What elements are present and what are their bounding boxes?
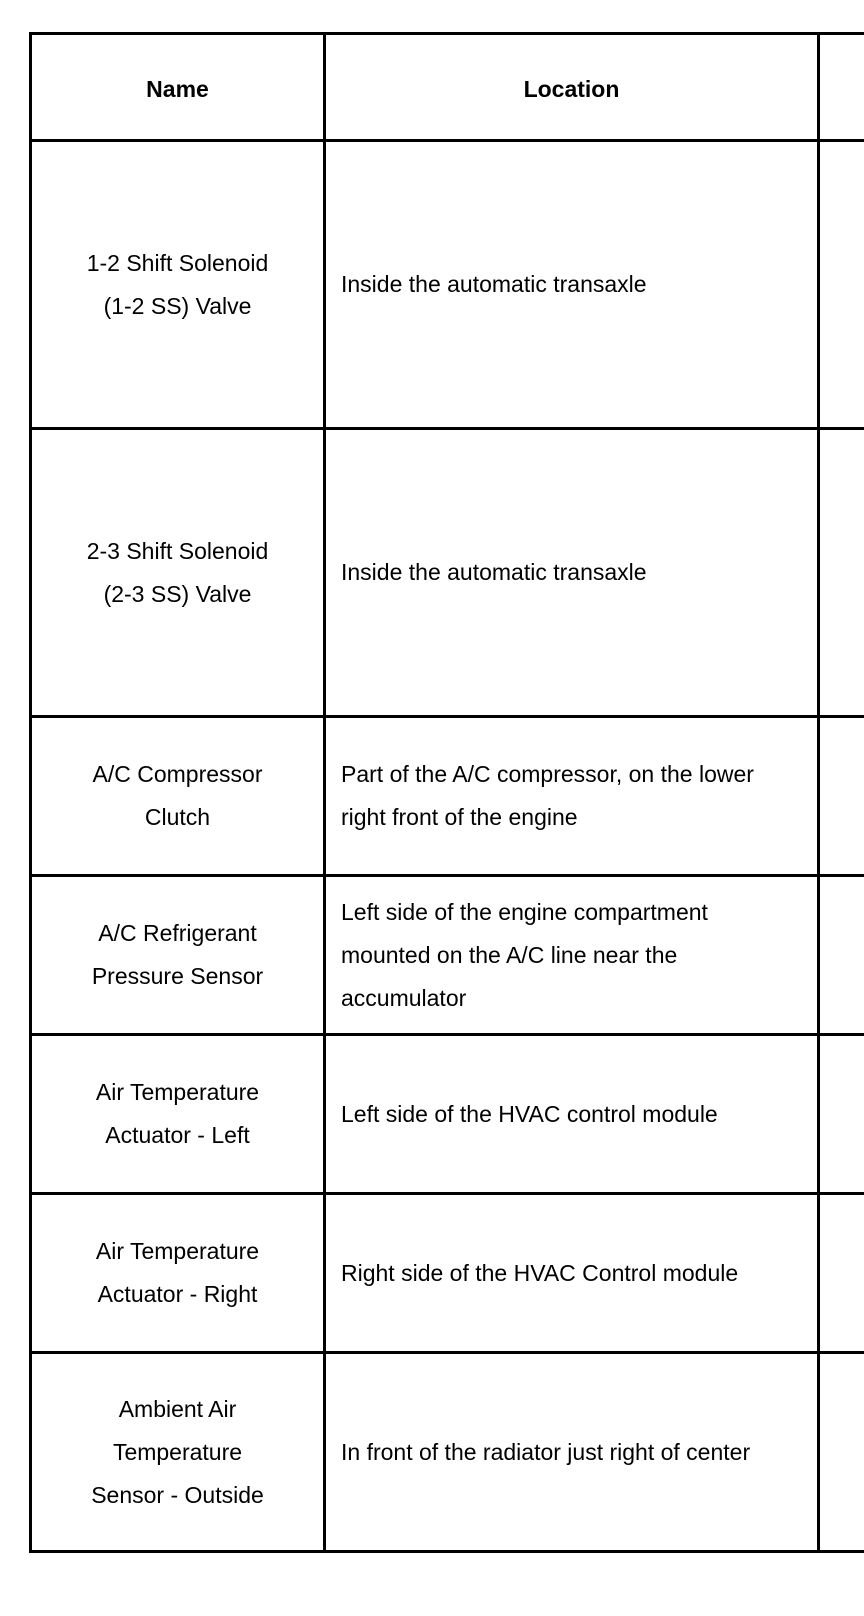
name-cell (31, 1194, 325, 1353)
name-line: Pressure Sensor (91, 963, 264, 989)
name-line: Ambient Air (118, 1395, 237, 1422)
extra-cell (819, 1194, 864, 1353)
name-line: A/C Refrigerant (98, 920, 257, 946)
name-line: Actuator - Right (97, 1281, 258, 1307)
location-cell: Left side of the HVAC control module (325, 1035, 819, 1194)
name-column-header: Name (31, 34, 325, 141)
name-line: Actuator - Left (105, 1122, 250, 1148)
location-cell: Inside the automatic transaxle (325, 141, 819, 429)
extra-cell (819, 1035, 864, 1194)
name-cell (31, 1035, 325, 1194)
name-cell (31, 141, 325, 429)
table-row (31, 717, 864, 876)
name-line: Sensor - Outside (91, 1481, 264, 1508)
table-row (31, 141, 864, 429)
location-cell: Left side of the engine compartment mounted on the A/C line near the accumulator (325, 876, 819, 1035)
name-line: (2-3 SS) Valve (103, 580, 252, 607)
name-cell (31, 429, 325, 717)
name-line: A/C Compressor (92, 761, 263, 787)
extra-cell (819, 141, 864, 429)
location-cell: Part of the A/C compressor, on the lower right front of the engine (325, 717, 819, 876)
location-column-header: Location (325, 34, 819, 141)
table-row (31, 1194, 864, 1353)
name-line: Air Temperature (95, 1079, 260, 1105)
component-location-table (29, 32, 864, 1553)
name-line: (1-2 SS) Valve (103, 292, 252, 319)
table-row (31, 429, 864, 717)
location-cell: Right side of the HVAC Control module (325, 1194, 819, 1353)
table-row (31, 1035, 864, 1194)
table-row (31, 1353, 864, 1552)
header-row (31, 34, 864, 141)
name-line: 2-3 Shift Solenoid (86, 537, 269, 564)
name-line: Air Temperature (95, 1238, 260, 1264)
name-line: Temperature (112, 1438, 243, 1465)
name-cell (31, 717, 325, 876)
extra-cell (819, 717, 864, 876)
name-cell (31, 1353, 325, 1552)
name-line: 1-2 Shift Solenoid (86, 249, 269, 276)
extra-cell (819, 429, 864, 717)
location-cell: In front of the radiator just right of center (325, 1353, 819, 1552)
table-row (31, 876, 864, 1035)
name-line: Clutch (144, 804, 211, 830)
extra-cell (819, 876, 864, 1035)
name-cell (31, 876, 325, 1035)
extra-cell (819, 1353, 864, 1552)
extra-column-header (819, 34, 864, 141)
location-cell: Inside the automatic transaxle (325, 429, 819, 717)
